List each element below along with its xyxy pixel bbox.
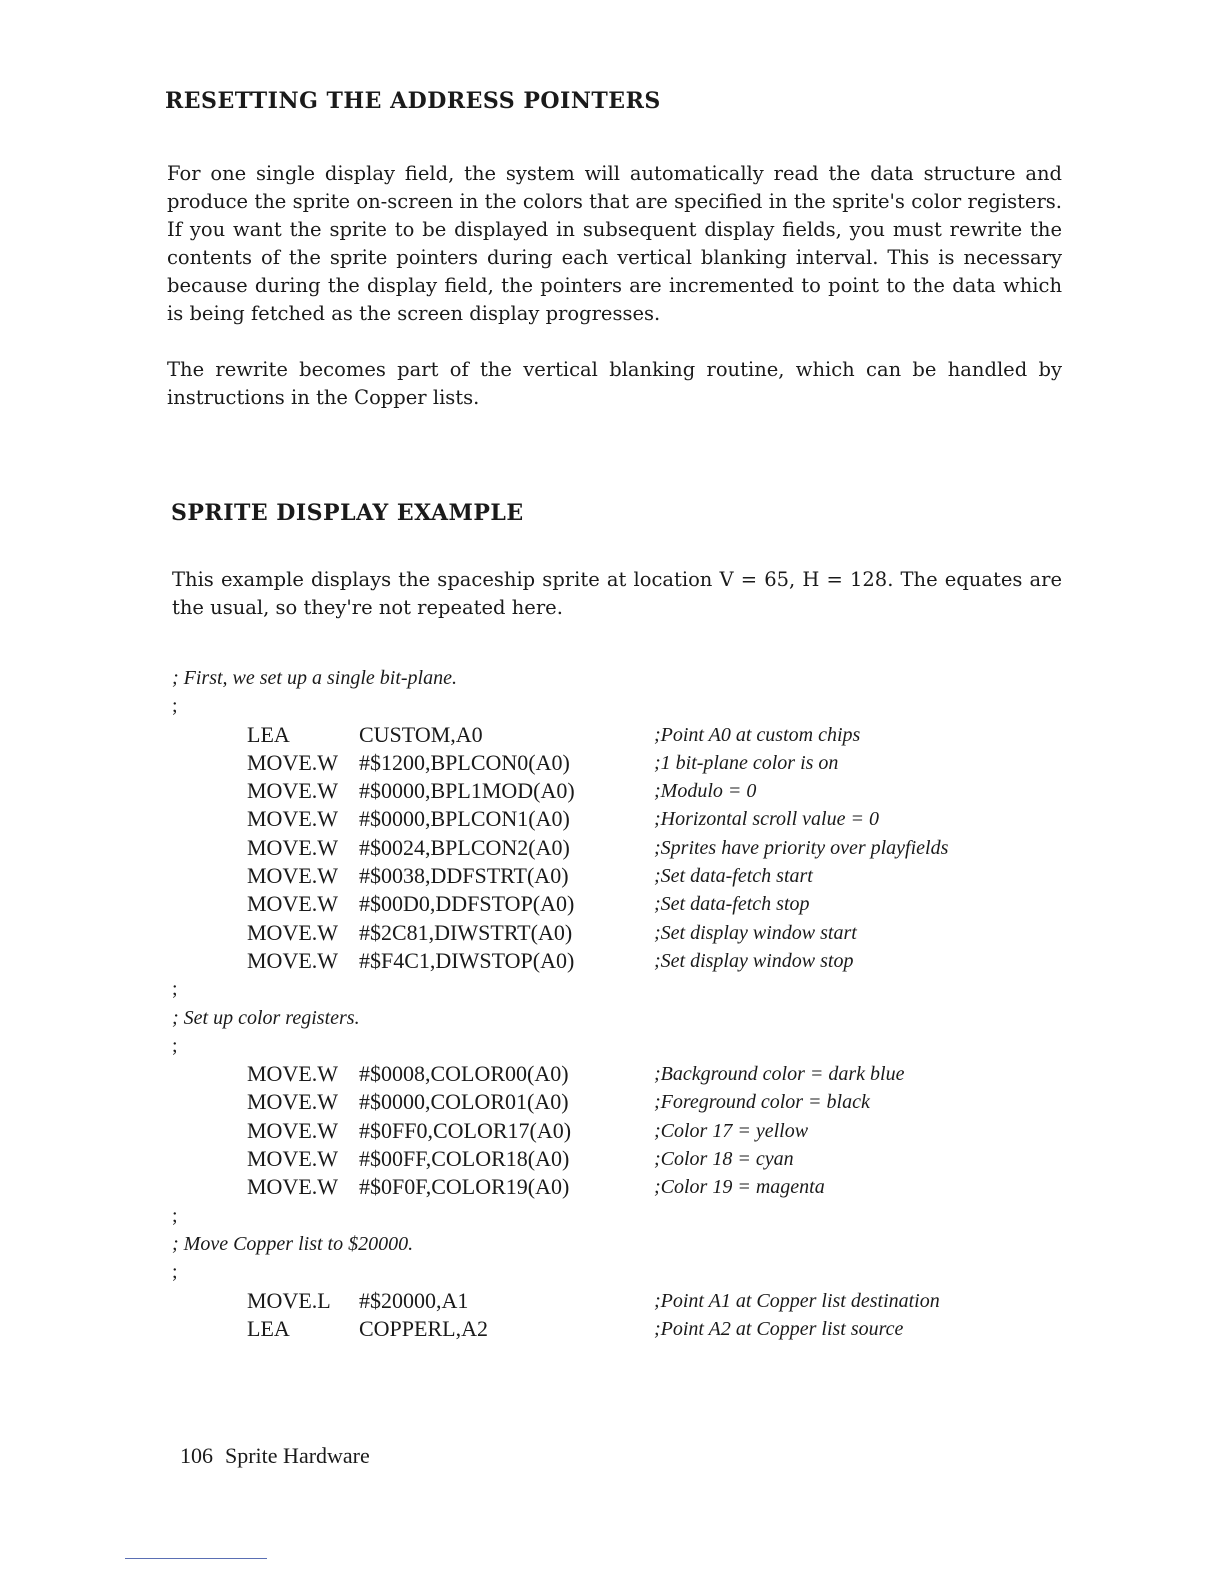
code-operand: #$0000,COLOR01(A0) [359, 1089, 569, 1115]
page-number: 106 [180, 1443, 213, 1468]
code-line [172, 947, 1072, 975]
code-comment: ;Horizontal scroll value = 0 [654, 808, 879, 831]
code-line [172, 919, 1072, 947]
code-comment-first: ; First, we set up a single bit-plane. [172, 667, 457, 689]
code-comment: ;Foreground color = black [654, 1091, 870, 1114]
code-mnemonic: LEA [247, 721, 290, 747]
code-blank-comment: ; [172, 1261, 178, 1284]
code-operand: #$F4C1,DIWSTOP(A0) [359, 947, 575, 973]
code-mnemonic: MOVE.W [247, 1117, 339, 1143]
code-comment: ;Sprites have priority over playfields [654, 836, 949, 859]
code-line [172, 721, 1072, 749]
code-operand: #$20000,A1 [359, 1287, 469, 1313]
code-comment: ;Color 18 = cyan [654, 1148, 794, 1171]
code-mnemonic: MOVE.W [247, 891, 339, 917]
code-line [172, 834, 1072, 862]
code-mnemonic: MOVE.W [247, 834, 339, 860]
chapter-title: Sprite Hardware [225, 1443, 370, 1468]
page-footer [180, 1443, 370, 1469]
code-operand: #$0FF0,COLOR17(A0) [359, 1117, 572, 1143]
code-mnemonic: MOVE.W [247, 947, 339, 973]
code-operand: #$0000,BPL1MOD(A0) [359, 778, 575, 804]
code-operand: #$0000,BPLCON1(A0) [359, 806, 570, 832]
code-comment: ;Background color = dark blue [654, 1063, 905, 1086]
code-mnemonic: MOVE.L [247, 1287, 331, 1313]
code-operand: COPPERL,A2 [359, 1315, 488, 1341]
code-mnemonic: MOVE.W [247, 863, 339, 889]
code-line [172, 862, 1072, 890]
code-comment: ;Point A0 at custom chips [654, 723, 861, 746]
code-line [172, 1060, 1072, 1088]
code-line [172, 1117, 1072, 1145]
code-blank-comment: ; [172, 1204, 178, 1227]
code-block-bitplane [172, 721, 1072, 976]
code-line [172, 1315, 1072, 1343]
code-mnemonic: MOVE.W [247, 1061, 339, 1087]
code-mnemonic: MOVE.W [247, 1089, 339, 1115]
code-operand: #$0024,BPLCON2(A0) [359, 834, 570, 860]
code-line [172, 1145, 1072, 1173]
code-operand: #$0F0F,COLOR19(A0) [359, 1174, 570, 1200]
code-line [172, 777, 1072, 805]
code-line [172, 1088, 1072, 1116]
code-mnemonic: MOVE.W [247, 778, 339, 804]
code-comment: ;Point A1 at Copper list destination [654, 1289, 940, 1312]
code-line [172, 805, 1072, 833]
code-mnemonic: MOVE.W [247, 1174, 339, 1200]
section-heading-resetting: RESETTING THE ADDRESS POINTERS [165, 88, 661, 114]
code-blank-comment: ; [172, 1034, 178, 1057]
code-line [172, 1287, 1072, 1315]
code-operand: #$00FF,COLOR18(A0) [359, 1146, 570, 1172]
code-listing [172, 664, 1072, 1343]
code-mnemonic: MOVE.W [247, 1146, 339, 1172]
code-comment: ;Color 17 = yellow [654, 1119, 809, 1142]
code-mnemonic: MOVE.W [247, 919, 339, 945]
code-comment: ;1 bit-plane color is on [654, 751, 839, 774]
code-comment-colors: ; Set up color registers. [172, 1006, 360, 1029]
code-mnemonic: MOVE.W [247, 749, 339, 775]
footnote-rule [125, 1558, 267, 1559]
code-operand: CUSTOM,A0 [359, 721, 483, 747]
code-operand: #$2C81,DIWSTRT(A0) [359, 919, 573, 945]
paragraph-sprite-example: This example displays the spaceship sprite at location V = 65, H = 128. The equates are the usual, so they're not repeated here. [172, 568, 1062, 619]
code-comment: ;Set data-fetch stop [654, 893, 810, 916]
code-blank-comment: ; [172, 695, 178, 718]
code-comment-copper: ; Move Copper list to $20000. [172, 1232, 414, 1255]
code-comment: ;Point A2 at Copper list source [654, 1317, 904, 1340]
code-line [172, 749, 1072, 777]
code-line [172, 1173, 1072, 1201]
code-comment: ;Set data-fetch start [654, 865, 813, 888]
section-heading-sprite-example: SPRITE DISPLAY EXAMPLE [171, 500, 524, 526]
code-line [172, 890, 1072, 918]
code-mnemonic: LEA [247, 1315, 290, 1341]
code-operand: #$00D0,DDFSTOP(A0) [359, 891, 575, 917]
code-comment: ;Set display window stop [654, 949, 854, 972]
code-operand: #$0038,DDFSTRT(A0) [359, 863, 569, 889]
paragraph-resetting-1: For one single display field, the system will automatically read the data structure and produce the sprite on-screen in the colors that are specified in the sprite's color registers. If you want the sprite to be displayed in subsequent display fields, you must rewrite the contents of the sprite pointers during each vertical blanking interval. This is necessary because during the display field, the pointers are incremented to point to the data which is being fetched as the screen display progresses. [167, 162, 1062, 325]
code-block-copper [172, 1287, 1072, 1344]
code-block-colors [172, 1060, 1072, 1201]
code-comment: ;Modulo = 0 [654, 780, 757, 803]
code-operand: #$0008,COLOR00(A0) [359, 1061, 569, 1087]
code-comment: ;Set display window start [654, 921, 857, 944]
paragraph-resetting-2: The rewrite becomes part of the vertical blanking routine, which can be handled by instructions in the Copper lists. [167, 358, 1062, 409]
code-comment: ;Color 19 = magenta [654, 1176, 825, 1199]
code-blank-comment: ; [172, 978, 178, 1001]
code-mnemonic: MOVE.W [247, 806, 339, 832]
code-operand: #$1200,BPLCON0(A0) [359, 749, 570, 775]
